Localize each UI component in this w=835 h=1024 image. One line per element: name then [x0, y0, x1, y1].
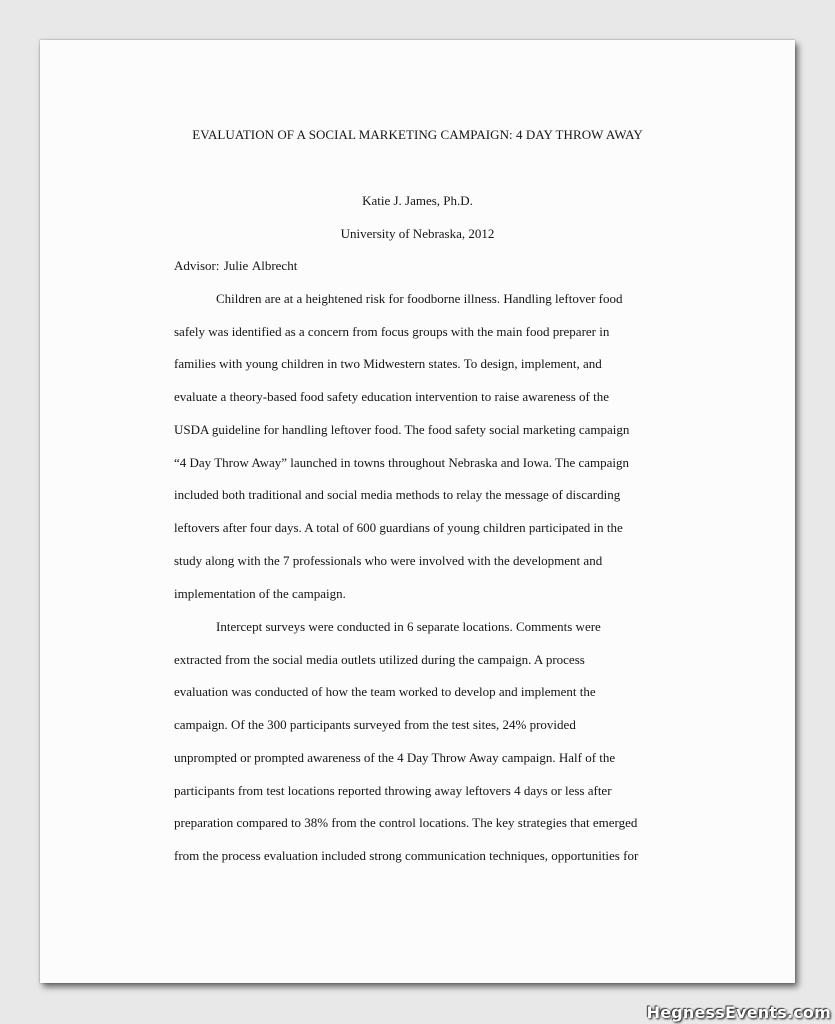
body-line: extracted from the social media outlets utilized during the campaign. A process [174, 652, 585, 667]
watermark-text: HegnessEvents.com [646, 1003, 831, 1022]
document-title: EVALUATION OF A SOCIAL MARKETING CAMPAIGN: 4 DAY THROW AWAY [192, 127, 643, 142]
body-line: implementation of the campaign. [174, 586, 346, 601]
body-line: Intercept surveys were conducted in 6 separate locations. Comments were [216, 619, 601, 634]
advisor-line: Advisor: Julie Albrecht [174, 258, 298, 273]
body-line: Children are at a heightened risk for foodborne illness. Handling leftover food [216, 291, 623, 306]
body-line: included both traditional and social media methods to relay the message of discarding [174, 487, 621, 502]
university-year: University of Nebraska, 2012 [340, 226, 495, 241]
body-line: families with young children in two Midwestern states. To design, implement, and [174, 356, 602, 371]
body-line: participants from test locations reported throwing away leftovers 4 days or less after [174, 783, 612, 798]
body-line: “4 Day Throw Away” launched in towns throughout Nebraska and Iowa. The campaign [174, 455, 630, 470]
body-line: unprompted or prompted awareness of the 4 Day Throw Away campaign. Half of the [174, 750, 616, 765]
document-page [40, 40, 795, 983]
body-line: leftovers after four days. A total of 600 guardians of young children participated in the [174, 520, 623, 535]
body-line: USDA guideline for handling leftover food. The food safety social marketing campaign [174, 422, 630, 437]
body-line: study along with the 7 professionals who were involved with the development and [174, 553, 603, 568]
body-line: evaluation was conducted of how the team worked to develop and implement the [174, 684, 596, 699]
body-line: campaign. Of the 300 participants surveyed from the test sites, 24% provided [174, 717, 576, 732]
body-line: preparation compared to 38% from the control locations. The key strategies that emerged [174, 815, 638, 830]
body-line: from the process evaluation included strong communication techniques, opportunities for [174, 848, 639, 863]
body-line: evaluate a theory-based food safety education intervention to raise awareness of the [174, 389, 609, 404]
body-line: safely was identified as a concern from focus groups with the main food preparer in [174, 324, 610, 339]
author-name: Katie J. James, Ph.D. [362, 193, 473, 208]
